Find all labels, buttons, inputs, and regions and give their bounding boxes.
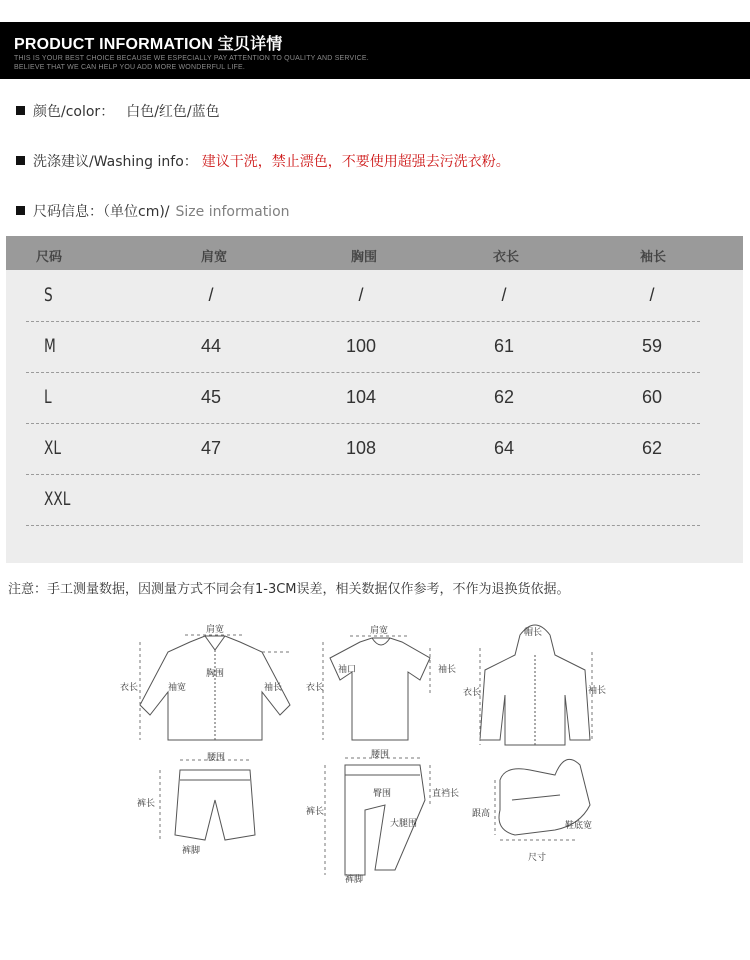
header-size: 尺码	[36, 250, 63, 265]
product-info-header	[0, 22, 750, 79]
table-row	[26, 423, 700, 475]
cell-shoulder: 44	[200, 336, 222, 356]
header-subtitle-1: THIS IS YOUR BEST CHOICE BECAUSE WE ESPECIALLY PAY ATTENTION TO QUALITY AND SERVICE.	[14, 55, 369, 62]
cell-chest: 100	[345, 336, 377, 356]
size-table	[6, 236, 743, 563]
tshirt-outline-icon	[330, 638, 430, 740]
size-table-header	[6, 236, 743, 270]
table-row	[26, 474, 700, 526]
bullet-square-icon	[16, 156, 25, 165]
label-tshirt-cuff: 袖口	[338, 665, 357, 675]
cell-sleeve: /	[649, 285, 655, 305]
cell-size: XXL	[44, 488, 71, 510]
label-shirt-cuff: 袖宽	[168, 683, 187, 693]
label-tshirt-shoulder: 肩宽	[370, 626, 389, 636]
shorts-outline-icon	[175, 770, 255, 840]
label-pants-thigh: 大腿围	[390, 819, 418, 829]
cell-sleeve: 59	[641, 336, 663, 356]
header-sleeve: 袖长	[639, 250, 667, 265]
measurement-note: 注意：手工测量数据，因测量方式不同会有1-3CM误差，相关数据仅作参考，不作为退换货依据。	[8, 582, 570, 597]
label-shirt-length: 衣长	[120, 683, 139, 693]
label-shorts-waist: 腰围	[207, 753, 226, 763]
cell-size: M	[44, 335, 56, 357]
cell-sleeve: 62	[641, 438, 663, 458]
label-shirt-chest: 胸围	[206, 669, 225, 679]
cell-shoulder: /	[208, 285, 214, 305]
measurement-diagram	[0, 600, 750, 900]
header-chest: 胸围	[350, 250, 378, 265]
label-shorts-length: 裤长	[137, 799, 156, 809]
label-pants-rise: 直裆长	[432, 789, 460, 799]
label-shoe-size: 尺寸	[528, 853, 547, 863]
label-pants-length: 裤长	[306, 807, 325, 817]
color-label: 颜色/color：	[33, 104, 115, 120]
label-hoodie-sleeve: 袖长	[588, 686, 607, 696]
cell-length: 61	[493, 336, 515, 356]
label-shorts-hem: 裤脚	[182, 846, 201, 856]
header-length: 衣长	[492, 250, 520, 265]
hoodie-outline-icon	[480, 625, 590, 745]
bullet-square-icon	[16, 106, 25, 115]
table-row	[26, 270, 700, 322]
label-pants-waist: 腰围	[371, 750, 390, 760]
color-info-row	[16, 101, 220, 121]
cell-length: 64	[493, 438, 515, 458]
label-shirt-shoulder: 肩宽	[206, 625, 225, 635]
label-hoodie-length: 衣长	[463, 688, 482, 698]
header-subtitle-2: BELIEVE THAT WE CAN HELP YOU ADD MORE WONDERFUL LIFE.	[14, 64, 246, 71]
cell-length: /	[501, 285, 507, 305]
label-shoe-sole: 鞋底宽	[565, 821, 593, 831]
label-shoe-heel: 跟高	[472, 809, 491, 819]
cell-shoulder: 47	[200, 438, 222, 458]
cell-size: L	[44, 386, 52, 408]
header-shoulder: 肩宽	[200, 250, 228, 265]
washing-info-row	[16, 151, 510, 171]
label-tshirt-sleeve: 袖长	[438, 665, 457, 675]
color-value: 白色/红色/蓝色	[126, 104, 220, 120]
bullet-square-icon	[16, 206, 25, 215]
washing-label: 洗涤建议/Washing info：	[33, 154, 198, 170]
cell-length: 62	[493, 387, 515, 407]
size-info-label-en: Size information	[175, 204, 290, 220]
cell-shoulder: 45	[200, 387, 222, 407]
washing-value: 建议干洗，禁止漂色，不要使用超强去污洗衣粉。	[201, 154, 510, 170]
size-info-row	[16, 201, 290, 221]
cell-chest: 104	[345, 387, 377, 407]
table-row	[26, 372, 700, 424]
cell-chest: 108	[345, 438, 377, 458]
size-info-label: 尺码信息：（单位cm)/	[33, 204, 170, 220]
cell-sleeve: 60	[641, 387, 663, 407]
label-tshirt-length: 衣长	[306, 683, 325, 693]
cell-size: XL	[44, 437, 61, 459]
table-row	[26, 321, 700, 373]
cell-size: S	[44, 284, 53, 306]
label-hoodie-hat: 帽长	[524, 628, 543, 638]
label-pants-hip: 臀围	[373, 789, 392, 799]
label-pants-hem: 裤脚	[345, 875, 364, 885]
cell-chest: /	[358, 285, 364, 305]
label-shirt-sleeve: 袖长	[264, 683, 283, 693]
header-title: PRODUCT INFORMATION 宝贝详情	[14, 36, 283, 53]
